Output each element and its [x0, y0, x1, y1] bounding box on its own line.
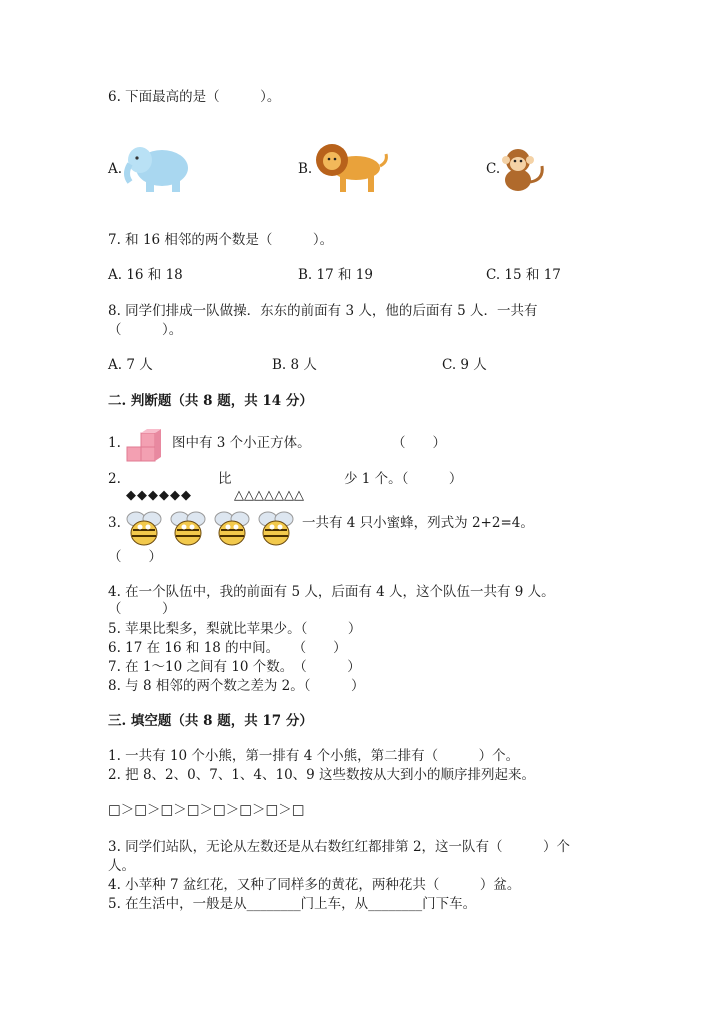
f3-text-line1: 3. 同学们站队，无论从左数还是从右数红红都排第 2，这一队有（ ）个: [108, 839, 571, 855]
j7-text: 7. 在 1～10 之间有 10 个数。 （ ）: [108, 659, 361, 675]
elephant-icon: [122, 140, 196, 194]
j4-text: 4. 在一个队伍中，我的前面有 5 人，后面有 4 人，这个队伍一共有 9 人。: [108, 584, 555, 600]
section2-title: 二. 判断题（共 8 题，共 14 分）: [108, 393, 313, 409]
f2-answer-boxes: □＞□＞□＞□＞□＞□＞□＞□: [108, 802, 305, 818]
j2-text: 少 1 个。（ ）: [344, 471, 463, 487]
j4-answer-paren: （ ）: [108, 601, 176, 617]
q7-text: 7. 和 16 相邻的两个数是（ ）。: [108, 232, 334, 248]
j5-text: 5. 苹果比梨多，梨就比苹果少。（ ）: [108, 621, 362, 637]
q8-option-b: B. 8 人: [272, 357, 317, 373]
j3-answer-paren: （ ）: [108, 549, 162, 565]
q7-option-a: A. 16 和 18: [108, 267, 183, 283]
q8-text-line2: （ ）。: [108, 322, 183, 338]
q6-option-b-label: B.: [298, 161, 313, 177]
monkey-icon: [498, 146, 548, 192]
j1-number: 1.: [108, 435, 121, 451]
f3-text-line2: 人。: [108, 858, 135, 874]
j6-text: 6. 17 在 16 和 18 的中间。 （ ）: [108, 640, 347, 656]
q8-option-a: A. 7 人: [108, 357, 153, 373]
q6-option-a-label: A.: [108, 161, 123, 177]
j1-text: 图中有 3 个小正方体。: [172, 435, 311, 451]
f5-text: 5. 在生活中，一般是从________门上车，从________门下车。: [108, 896, 477, 912]
q7-option-b: B. 17 和 19: [298, 267, 373, 283]
j1-answer-paren: （ ）: [392, 435, 446, 451]
j3-number: 3.: [108, 515, 121, 531]
f1-text: 1. 一共有 10 个小熊，第一排有 4 个小熊，第二排有（ ）个。: [108, 748, 520, 764]
f2-text: 2. 把 8、2、0、7、1、4、10、9 这些数按从大到小的顺序排列起来。: [108, 767, 536, 783]
bees-icon: [122, 505, 300, 549]
f4-text: 4. 小苹种 7 盆红花，又种了同样多的黄花，两种花共（ ）盆。: [108, 877, 521, 893]
j8-text: 8. 与 8 相邻的两个数之差为 2。（ ）: [108, 678, 365, 694]
q6-text: 6. 下面最高的是（ ）。: [108, 89, 281, 105]
j2-number: 2.: [108, 471, 121, 487]
q8-text-line1: 8. 同学们排成一队做操．东东的前面有 3 人，他的后面有 5 人．一共有: [108, 303, 538, 319]
q7-option-c: C. 15 和 17: [486, 267, 561, 283]
q8-option-c: C. 9 人: [442, 357, 487, 373]
j3-text: 一共有 4 只小蜜蜂，列式为 2+2=4。: [302, 515, 534, 531]
j2-triangles: △△△△△△△: [234, 488, 304, 503]
q6-option-c-label: C.: [486, 161, 501, 177]
lion-icon: [310, 136, 388, 194]
j2-diamonds: ◆◆◆◆◆◆: [126, 488, 192, 503]
j2-bi: 比: [218, 471, 232, 487]
cubes-icon: [125, 427, 169, 465]
section3-title: 三. 填空题（共 8 题，共 17 分）: [108, 713, 313, 729]
